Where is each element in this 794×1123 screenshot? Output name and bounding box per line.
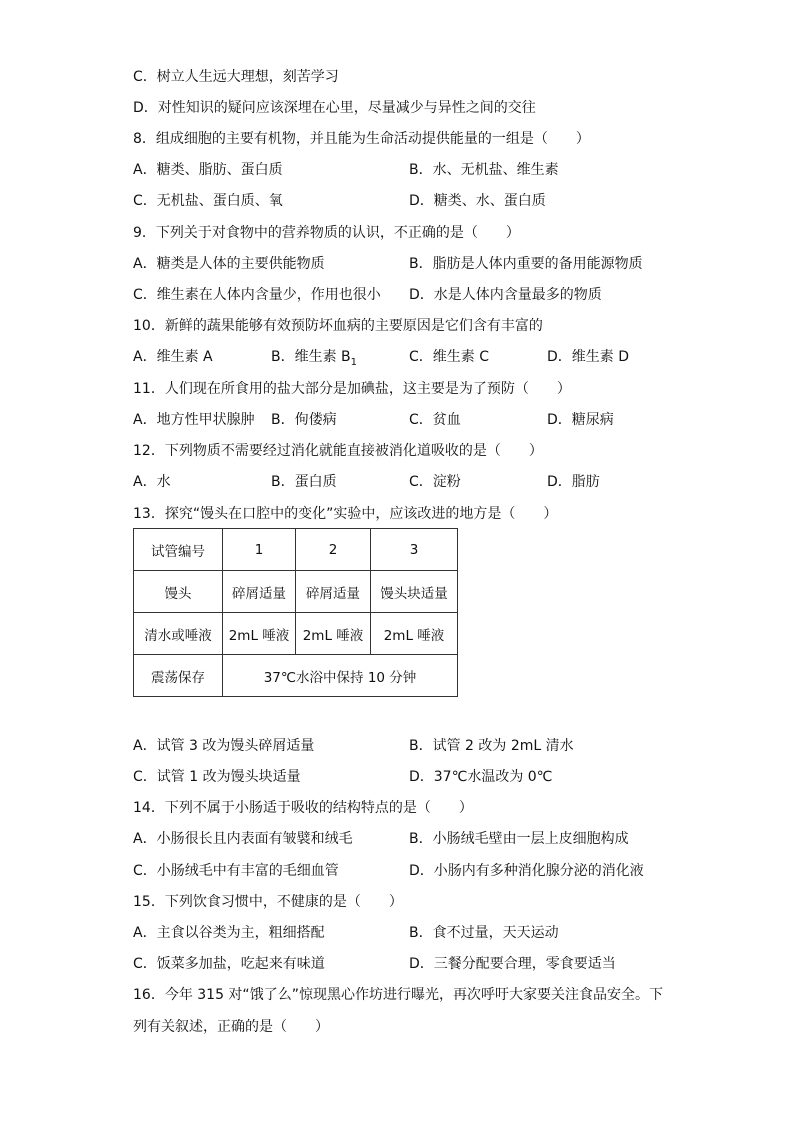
table-cell: 馒头块适量 [371, 571, 458, 613]
table-row [134, 529, 458, 571]
table-cell: 试管编号 [134, 529, 223, 571]
q14-option-c: C．小肠绒毛中有丰富的毛细血管 [133, 863, 339, 879]
q8-option-a: A．糖类、脂肪、蛋白质 [133, 162, 283, 178]
q7-option-d: D．对性知识的疑问应该深埋在心里，尽量减少与异性之间的交往 [133, 100, 536, 116]
experiment-table [133, 528, 458, 697]
q9-stem: 9．下列关于对食物中的营养物质的认识，不正确的是（ ） [133, 225, 520, 241]
q14-stem: 14．下列不属于小肠适于吸收的结构特点的是（ ） [133, 800, 473, 816]
q12-option-c: C．淀粉 [409, 474, 461, 490]
q11-stem: 11．人们现在所食用的盐大部分是加碘盐，这主要是为了预防（ ） [133, 381, 571, 397]
q8-stem: 8．组成细胞的主要有机物，并且能为生命活动提供能量的一组是（ ） [133, 131, 590, 147]
q9-option-b: B．脂肪是人体内重要的备用能源物质 [409, 256, 643, 272]
q10-option-b [271, 348, 357, 372]
q10-option-b-subscript: 1 [350, 356, 358, 368]
q16-stem-line2: 列有关叙述，正确的是（ ） [133, 1019, 329, 1035]
table-cell: 2mL 唾液 [223, 613, 296, 655]
q14-option-b: B．小肠绒毛壁由一层上皮细胞构成 [409, 831, 629, 847]
q14-option-a: A．小肠很长且内表面有皱襞和绒毛 [133, 831, 353, 847]
table-row [134, 613, 458, 655]
q11-option-b: B．佝偻病 [271, 412, 337, 428]
q8-option-d: D．糖类、水、蛋白质 [409, 193, 546, 209]
q14-option-d: D．小肠内有多种消化腺分泌的消化液 [409, 863, 644, 879]
q15-option-a: A．主食以谷类为主，粗细搭配 [133, 925, 325, 941]
q15-option-c: C．饭菜多加盐，吃起来有味道 [133, 956, 325, 972]
q15-stem: 15．下列饮食习惯中，不健康的是（ ） [133, 894, 403, 910]
q10-option-b-text: B．维生素 B [271, 349, 351, 365]
q11-option-d: D．糖尿病 [547, 412, 614, 428]
q11-option-a: A．地方性甲状腺肿 [133, 412, 255, 428]
q9-option-d: D．水是人体内含量最多的物质 [409, 287, 602, 303]
q10-stem: 10．新鲜的蔬果能够有效预防坏血病的主要原因是它们含有丰富的 [133, 318, 543, 334]
q15-option-b: B．食不过量，天天运动 [409, 925, 559, 941]
q13-option-d: D．37℃水温改为 0℃ [409, 769, 553, 785]
q10-option-c: C．维生素 C [409, 349, 490, 365]
q16-stem-line1: 16．今年 315 对“饿了么”惊现黑心作坊进行曝光，再次呼吁大家要关注食品安全。下 [133, 987, 663, 1003]
table-cell: 2mL 唾液 [296, 613, 371, 655]
q13-option-c: C．试管 1 改为馒头块适量 [133, 769, 301, 785]
table-cell: 清水或唾液 [134, 613, 223, 655]
q8-option-b: B．水、无机盐、维生素 [409, 162, 559, 178]
table-cell: 馒头 [134, 571, 223, 613]
q9-option-a: A．糖类是人体的主要供能物质 [133, 256, 325, 272]
table-cell: 2mL 唾液 [371, 613, 458, 655]
q15-option-d: D．三餐分配要合理，零食要适当 [409, 956, 616, 972]
q13-option-a: A．试管 3 改为馒头碎屑适量 [133, 738, 315, 754]
q10-option-d: D．维生素 D [547, 349, 630, 365]
q10-option-a: A．维生素 A [133, 349, 213, 365]
table-cell: 3 [371, 529, 458, 571]
q7-option-c: C．树立人生远大理想，刻苦学习 [133, 69, 339, 85]
table-row [134, 571, 458, 613]
q12-option-a: A．水 [133, 474, 171, 490]
table-cell: 碎屑适量 [296, 571, 371, 613]
table-cell: 37℃水浴中保持 10 分钟 [223, 655, 458, 697]
q12-option-b: B．蛋白质 [271, 474, 337, 490]
q13-stem: 13．探究“馒头在口腔中的变化”实验中，应该改进的地方是（ ） [133, 506, 558, 522]
table-cell: 碎屑适量 [223, 571, 296, 613]
q9-option-c: C．维生素在人体内含量少，作用也很小 [133, 287, 381, 303]
q13-option-b: B．试管 2 改为 2mL 清水 [409, 738, 574, 754]
table-cell: 1 [223, 529, 296, 571]
table-row [134, 655, 458, 697]
table-cell: 震荡保存 [134, 655, 223, 697]
q8-option-c: C．无机盐、蛋白质、氧 [133, 193, 283, 209]
q12-stem: 12．下列物质不需要经过消化就能直接被消化道吸收的是（ ） [133, 443, 543, 459]
table-cell: 2 [296, 529, 371, 571]
q12-option-d: D．脂肪 [547, 474, 600, 490]
q11-option-c: C．贫血 [409, 412, 461, 428]
